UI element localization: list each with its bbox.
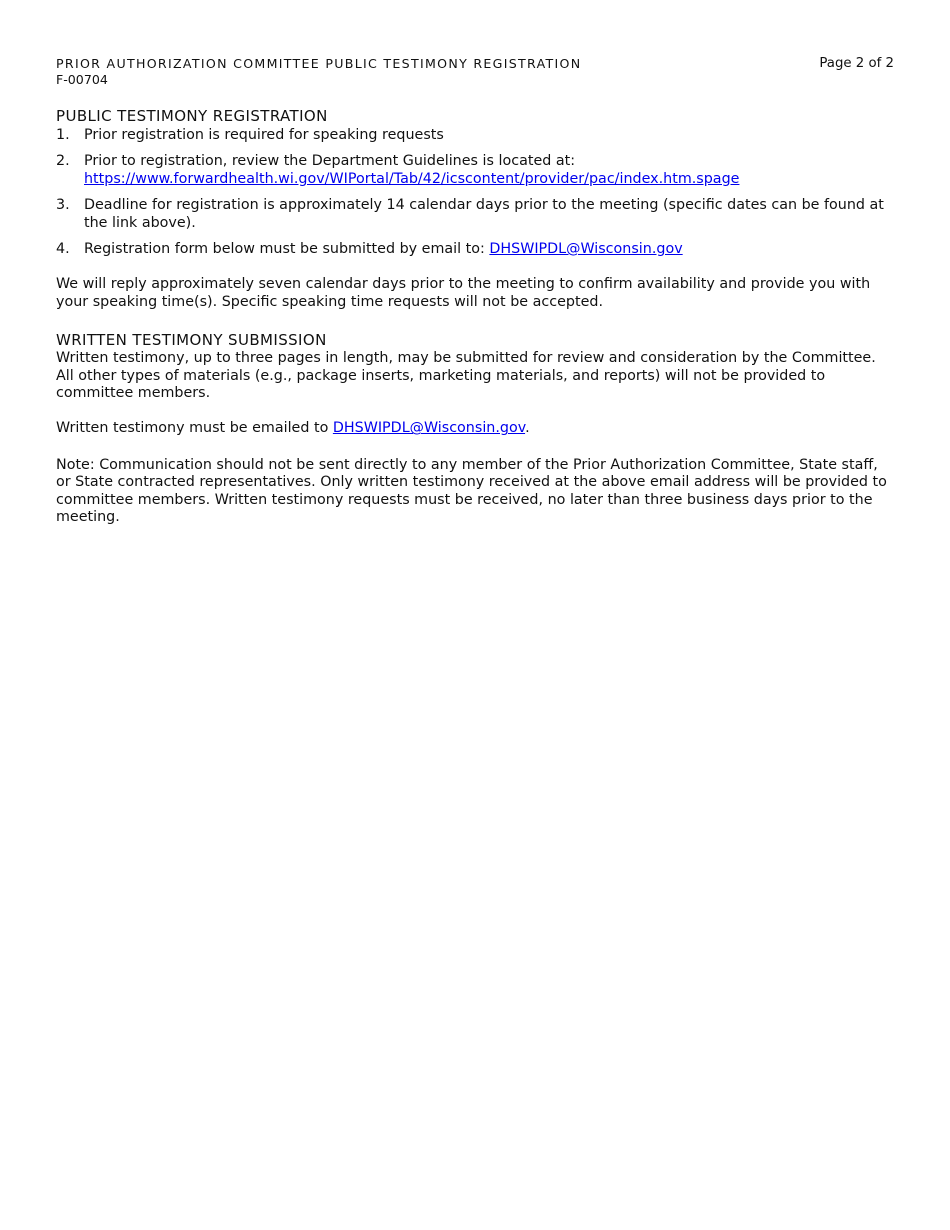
written-testimony-email-link[interactable]: DHSWIPDL@Wisconsin.gov <box>332 420 526 437</box>
list-item-number: 2. <box>56 153 70 170</box>
written-testimony-heading: WRITTEN TESTIMONY SUBMISSION <box>56 331 327 350</box>
written-testimony-description: Written testimony, up to three pages in length, may be submitted for review and consideration by the Committee. All other types of materials (e.g., package inserts, marketing materials, and reports) will not be provided to committee members. <box>56 350 876 402</box>
list-item-body <box>84 153 894 188</box>
page-number: Page 2 of 2 <box>819 56 894 71</box>
list-item <box>56 153 894 188</box>
list-item-body <box>84 241 894 258</box>
guidelines-link[interactable]: https://www.forwardhealth.wi.gov/WIPortal/Tab/42/icscontent/provider/pac/index.htm.spage <box>84 170 740 187</box>
reply-note: We will reply approximately seven calendar days prior to the meeting to confirm availability and provide you with your speaking time(s). Specific speaking time requests will not be accepted. <box>56 276 871 310</box>
document-page <box>56 55 894 527</box>
list-item-number: 3. <box>56 197 70 214</box>
list-item <box>56 241 894 258</box>
page-header <box>56 55 894 72</box>
list-item-text: Deadline for registration is approximately 14 calendar days prior to the meeting (specific dates can be found at the link above). <box>84 197 884 231</box>
email-suffix: . <box>525 420 530 437</box>
registration-email-link[interactable]: DHSWIPDL@Wisconsin.gov <box>489 241 683 258</box>
written-testimony-email-line <box>56 420 894 437</box>
list-item-number: 4. <box>56 241 70 258</box>
list-item-text: Prior to registration, review the Department Guidelines is located at: <box>84 153 576 170</box>
form-title: PRIOR AUTHORIZATION COMMITTEE PUBLIC TESTIMONY REGISTRATION <box>56 56 582 71</box>
registration-steps-list <box>56 127 894 258</box>
list-item-text: Prior registration is required for speaking requests <box>84 127 444 143</box>
public-testimony-heading: PUBLIC TESTIMONY REGISTRATION <box>56 107 328 125</box>
list-item-text: Registration form below must be submitted by email to: <box>84 241 490 258</box>
list-item-number: 1. <box>56 127 70 143</box>
email-prefix: Written testimony must be emailed to <box>56 420 333 437</box>
communication-note: Note: Communication should not be sent directly to any member of the Prior Authorization Committee, State staff, or State contracted representatives. Only written testimony received at the above email address will be provided to committee members. Written testimony requests must be received, no later than three business days prior to the meeting. <box>56 456 887 526</box>
list-item <box>56 127 894 144</box>
list-item <box>56 197 894 232</box>
form-id: F-00704 <box>56 72 108 87</box>
